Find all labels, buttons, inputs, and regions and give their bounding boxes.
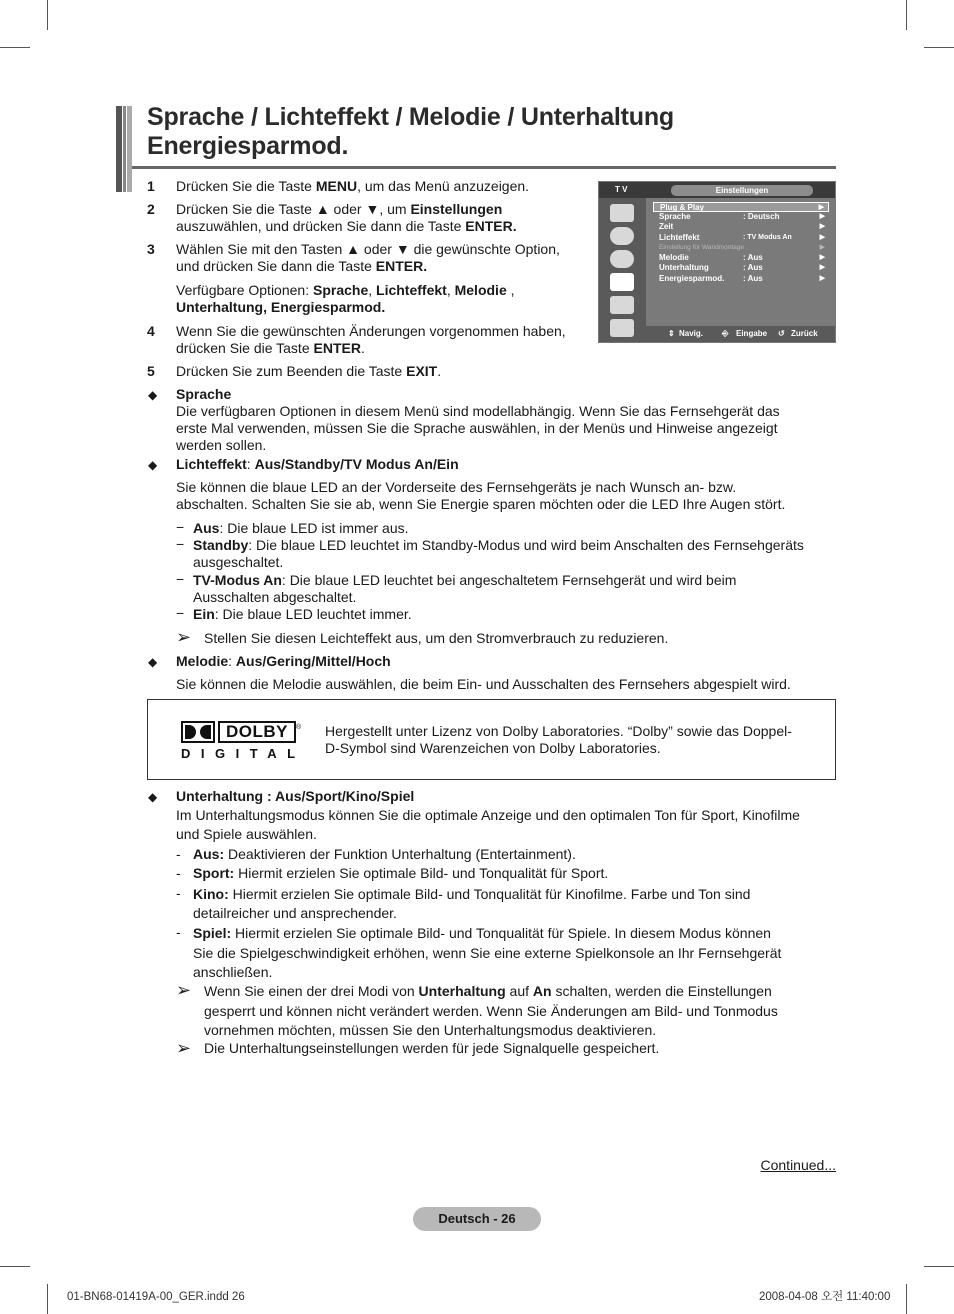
step-number: 3 [147, 241, 155, 257]
input-icon [610, 296, 634, 314]
page-number-badge: Deutsch - 26 [413, 1207, 541, 1231]
dolby-license-text: Hergestellt unter Lizenz von Dolby Laboratories. “Dolby” sowie das Doppel- D-Symbol sind Warenzeichen von Dolby Laboratories. [325, 723, 792, 756]
list-item: TV-Modus An: Die blaue LED leuchtet bei angeschaltetem Fernsehgerät und wird beim Ausschalten abgeschaltet. [193, 572, 737, 605]
tv-menu-screenshot [598, 181, 836, 343]
step-number: 5 [147, 363, 155, 379]
dolby-digital-logo: DOLBY ® DIGITAL [181, 722, 306, 761]
section-unterhaltung: Unterhaltung : Aus/Sport/Kino/Spiel Im Unterhaltungsmodus können Sie die optimale Anzeige und den optimalen Ton für Sport, Kinofilme und Spiele auswählen. [176, 788, 800, 842]
section-lichteffekt-text: Sie können die blaue LED an der Vorderseite des Fernsehgeräts je nach Wunsch an- bzw. abschalten. Schalten Sie sie ab, wenn Sie Energie sparen möchten oder die LED Ihre Augen stört. [176, 479, 786, 512]
list-item: Aus: Deaktivieren der Funktion Unterhaltung (Entertainment). [193, 846, 576, 862]
footer-date: 2008-04-08 오전 11:40:00 [759, 1291, 891, 1303]
tv-menu-header: Einstellungen [671, 185, 813, 196]
section-melodie-heading: Melodie: Aus/Gering/Mittel/Hoch [176, 653, 391, 669]
section-sprache: Sprache Die verfügbaren Optionen in diesem Menü sind modellabhängig. Wenn Sie das Fernsehgerät das erste Mal verwenden, müssen Sie die Sprache auswählen, in der Menüs und Hinweise angezeigt werden sollen. [176, 386, 780, 453]
step-number: 4 [147, 323, 155, 339]
available-options: Verfügbare Optionen: Sprache, Lichteffekt, Melodie , Unterhaltung, Energiesparmod. [176, 282, 515, 315]
setup-gear-icon [610, 273, 634, 291]
tv-menu-row: Sprache : Deutsch ▶ [659, 212, 825, 221]
diamond-bullet-icon: ◆ [148, 458, 158, 472]
list-item: Kino: Hiermit erzielen Sie optimale Bild- und Tonqualität für Kinofilme. Farbe und Ton sind detailreicher und ansprechender. [193, 886, 751, 921]
list-item: Aus: Die blaue LED ist immer aus. [193, 520, 409, 536]
step-text: Wählen Sie mit den Tasten ▲ oder ▼ die gewünschte Option, und drücken Sie dann die Taste ENTER. [176, 241, 560, 274]
sound-icon [610, 227, 634, 245]
continued-link: Continued... [760, 1157, 836, 1173]
list-item: Ein: Die blaue LED leuchtet immer. [193, 606, 412, 622]
enter-label: Eingabe [736, 329, 768, 338]
footer-filename: 01-BN68-01419A-00_GER.indd 26 [67, 1291, 245, 1303]
diamond-bullet-icon: ◆ [148, 388, 158, 402]
nav-label: Navig. [679, 329, 704, 338]
diamond-bullet-icon: ◆ [148, 790, 158, 804]
dash-bullet: - [176, 924, 181, 940]
step-text: Drücken Sie zum Beenden die Taste EXIT. [176, 363, 442, 379]
note-arrow-icon: ➢ [176, 980, 192, 1000]
support-icon [610, 319, 634, 337]
step-text: Wenn Sie die gewünschten Änderungen vorgenommen haben, drücken Sie die Taste ENTER. [176, 323, 566, 356]
list-item: Standby: Die blaue LED leuchtet im Standby-Modus und wird beim Anschalten des Fernsehgeräts ausgeschaltet. [193, 537, 804, 570]
dash-bullet: - [176, 846, 181, 862]
tv-menu-topbar [599, 182, 835, 198]
note-arrow-icon: ➢ [176, 1038, 192, 1058]
dash-bullet: − [176, 571, 185, 587]
list-item: Sport: Hiermit erzielen Sie optimale Bild- und Tonqualität für Sport. [193, 865, 609, 881]
note-text: Stellen Sie diesen Leichteffekt aus, um den Stromverbrauch zu reduzieren. [204, 630, 669, 646]
tv-menu-row: Lichteffekt : TV Modus An ▶ [659, 233, 825, 242]
section-lichteffekt-heading: Lichteffekt: Aus/Standby/TV Modus An/Ein [176, 456, 459, 472]
tv-menu-sidebar [599, 198, 646, 342]
step-number: 2 [147, 201, 155, 217]
tv-menu-footer [646, 326, 836, 342]
back-label: Zurück [791, 329, 818, 338]
crop-mark [0, 1266, 30, 1267]
double-d-icon [181, 721, 215, 743]
section-melodie-text: Sie können die Melodie auswählen, die beim Ein- und Ausschalten des Fernsehers abgespielt wird. [176, 676, 791, 692]
dash-bullet: − [176, 605, 185, 621]
step-text: Drücken Sie die Taste ▲ oder ▼, um Einstellungen auszuwählen, und drücken Sie dann die Taste ENTER. [176, 201, 517, 234]
crop-mark [47, 0, 48, 30]
tv-source-label: T V [615, 185, 628, 194]
page-title: Sprache / Lichteffekt / Melodie / Unterhaltung Energiesparmod. [147, 103, 674, 160]
updown-icon: ⇕ [668, 329, 675, 338]
crop-mark [0, 47, 30, 48]
note-text: Wenn Sie einen der drei Modi von Unterhaltung auf An schalten, werden die Einstellungen gesperrt und können nicht verändert werden. Wenn Sie Änderungen am Bild- und Tonmodus vornehmen möchten, müssen Sie den Unterhaltungsmodus deaktivieren. [204, 983, 778, 1038]
tv-menu-row: Unterhaltung : Aus ▶ [659, 263, 825, 272]
channel-icon [610, 250, 634, 268]
dash-bullet: - [176, 885, 181, 901]
enter-icon: ⎆ [722, 329, 729, 338]
note-arrow-icon: ➢ [176, 627, 192, 647]
crop-mark [924, 1266, 954, 1267]
dash-bullet: - [176, 865, 181, 881]
tv-menu-row: Einstellung für Wandmontage ▶ [659, 244, 825, 251]
return-icon: ↺ [778, 329, 785, 338]
crop-mark [906, 0, 907, 30]
crop-mark [906, 1284, 907, 1314]
tv-menu-row: Energiesparmod. : Aus ▶ [659, 274, 825, 283]
title-decoration [116, 106, 132, 192]
crop-mark [924, 47, 954, 48]
diamond-bullet-icon: ◆ [148, 655, 158, 669]
note-text: Die Unterhaltungseinstellungen werden für jede Signalquelle gespeichert. [204, 1040, 660, 1056]
tv-menu-row: Plug & Play ▶ [653, 202, 829, 212]
dash-bullet: − [176, 536, 185, 552]
list-item: Spiel: Hiermit erzielen Sie optimale Bild- und Tonqualität für Spiele. In diesem Modus können Sie die Spielgeschwindigkeit erhöhen, wenn Sie eine externe Spielkonsole an Ihr Fernsehgerät anschließen. [193, 925, 782, 980]
step-text: Drücken Sie die Taste MENU, um das Menü anzuzeigen. [176, 178, 530, 194]
step-number: 1 [147, 178, 155, 194]
dash-bullet: − [176, 519, 185, 535]
title-rule [132, 166, 836, 169]
tv-menu-row: Zeit ▶ [659, 222, 825, 231]
tv-menu-row: Melodie : Aus ▶ [659, 253, 825, 262]
picture-icon [610, 204, 634, 222]
crop-mark [47, 1284, 48, 1314]
